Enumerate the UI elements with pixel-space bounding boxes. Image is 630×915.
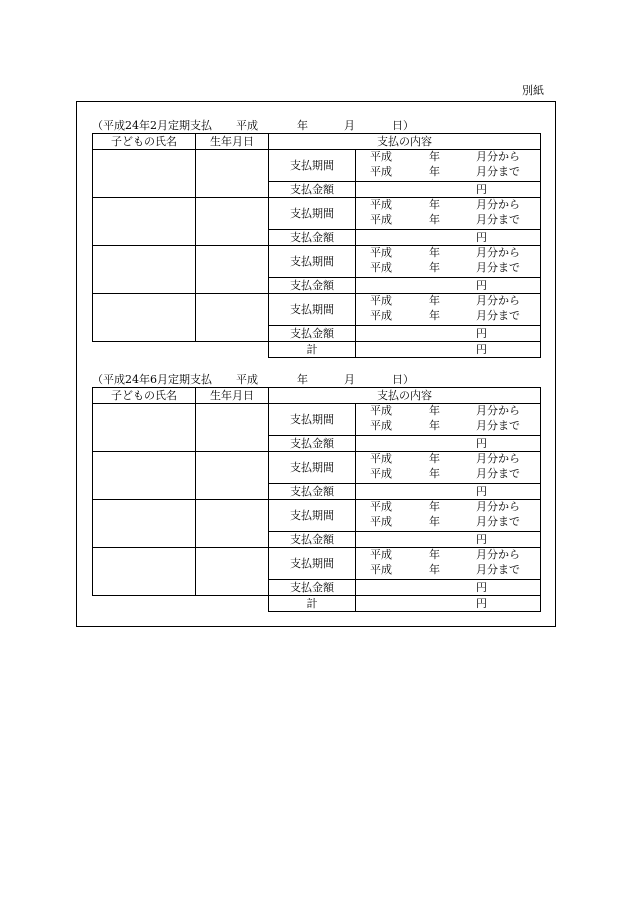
to-month-text: 月分まで <box>476 309 520 322</box>
birth-date-cell[interactable] <box>196 198 269 246</box>
from-month-text: 月分から <box>476 500 520 513</box>
payment-period-cell[interactable] <box>356 150 541 182</box>
child-name-cell[interactable] <box>93 198 196 246</box>
column-header-payment-content: 支払の内容 <box>269 134 541 150</box>
birth-date-cell[interactable] <box>196 404 269 452</box>
payment-amount-label: 支払金額 <box>269 532 356 548</box>
attachment-label: 別紙 <box>522 84 544 97</box>
payment-period-cell[interactable] <box>356 548 541 580</box>
payment-amount-cell[interactable] <box>356 278 541 294</box>
child-entry-row <box>93 150 541 182</box>
payment-period-label: 支払期間 <box>269 294 356 326</box>
child-name-cell[interactable] <box>93 150 196 198</box>
payment-amount-label: 支払金額 <box>269 230 356 246</box>
payment-period-cell[interactable] <box>356 246 541 278</box>
year-text: 年 <box>429 515 440 528</box>
year-text: 年 <box>429 419 440 432</box>
child-entry-row <box>93 452 541 484</box>
yen-text: 円 <box>476 278 487 292</box>
payment-amount-label: 支払金額 <box>269 278 356 294</box>
payment-period-cell[interactable] <box>356 294 541 326</box>
payment-amount-cell[interactable] <box>356 532 541 548</box>
era-text: 平成 <box>370 419 392 432</box>
payment-period-cell[interactable] <box>356 404 541 436</box>
payment-section-february <box>92 118 540 358</box>
yen-text: 円 <box>476 532 487 546</box>
year-text: 年 <box>429 309 440 322</box>
year-text: 年 <box>429 500 440 513</box>
table-header-row <box>93 134 541 150</box>
year-text: 年 <box>429 294 440 307</box>
birth-date-cell[interactable] <box>196 452 269 500</box>
payment-amount-label: 支払金額 <box>269 436 356 452</box>
child-entry-row <box>93 500 541 532</box>
yen-text: 円 <box>476 326 487 340</box>
payment-amount-label: 支払金額 <box>269 326 356 342</box>
era-text: 平成 <box>370 467 392 480</box>
from-month-text: 月分から <box>476 452 520 465</box>
total-amount-cell[interactable] <box>356 596 541 612</box>
era-text: 平成 <box>370 261 392 274</box>
column-header-birth-date: 生年月日 <box>196 388 269 404</box>
era-text: 平成 <box>370 548 392 561</box>
payment-period-label: 支払期間 <box>269 404 356 436</box>
payment-amount-label: 支払金額 <box>269 182 356 198</box>
child-name-cell[interactable] <box>93 452 196 500</box>
payment-period-label: 支払期間 <box>269 150 356 182</box>
total-label: 計 <box>269 342 356 358</box>
year-text: 年 <box>429 165 440 178</box>
yen-text: 円 <box>476 230 487 244</box>
payment-amount-cell[interactable] <box>356 580 541 596</box>
total-label: 計 <box>269 596 356 612</box>
yen-text: 円 <box>476 580 487 594</box>
era-text: 平成 <box>370 404 392 417</box>
payment-period-cell[interactable] <box>356 198 541 230</box>
to-month-text: 月分まで <box>476 213 520 226</box>
payment-amount-label: 支払金額 <box>269 484 356 500</box>
total-amount-cell[interactable] <box>356 342 541 358</box>
payment-amount-cell[interactable] <box>356 182 541 198</box>
year-text: 年 <box>429 198 440 211</box>
era-text: 平成 <box>370 500 392 513</box>
payment-period-label: 支払期間 <box>269 500 356 532</box>
era-text: 平成 <box>370 515 392 528</box>
year-text: 年 <box>429 404 440 417</box>
section-title-day: 日） <box>392 119 414 132</box>
total-row <box>93 596 541 612</box>
yen-text: 円 <box>476 436 487 450</box>
payment-amount-label: 支払金額 <box>269 580 356 596</box>
payment-period-label: 支払期間 <box>269 246 356 278</box>
to-month-text: 月分まで <box>476 419 520 432</box>
era-text: 平成 <box>370 309 392 322</box>
year-text: 年 <box>429 213 440 226</box>
child-name-cell[interactable] <box>93 294 196 342</box>
year-text: 年 <box>429 150 440 163</box>
yen-text: 円 <box>476 182 487 196</box>
to-month-text: 月分まで <box>476 515 520 528</box>
birth-date-cell[interactable] <box>196 500 269 548</box>
child-entry-row <box>93 548 541 580</box>
section-title-era: 平成 <box>236 373 258 386</box>
child-name-cell[interactable] <box>93 404 196 452</box>
era-text: 平成 <box>370 213 392 226</box>
child-name-cell[interactable] <box>93 500 196 548</box>
from-month-text: 月分から <box>476 404 520 417</box>
year-text: 年 <box>429 261 440 274</box>
year-text: 年 <box>429 246 440 259</box>
to-month-text: 月分まで <box>476 261 520 274</box>
payment-period-label: 支払期間 <box>269 548 356 580</box>
era-text: 平成 <box>370 452 392 465</box>
table-header-row <box>93 388 541 404</box>
column-header-birth-date: 生年月日 <box>196 134 269 150</box>
birth-date-cell[interactable] <box>196 150 269 198</box>
section-title-year: 年 <box>297 119 308 132</box>
year-text: 年 <box>429 467 440 480</box>
era-text: 平成 <box>370 563 392 576</box>
era-text: 平成 <box>370 294 392 307</box>
section-title-era: 平成 <box>236 119 258 132</box>
from-month-text: 月分から <box>476 294 520 307</box>
child-entry-row <box>93 198 541 230</box>
column-header-child-name: 子どもの氏名 <box>93 388 196 404</box>
from-month-text: 月分から <box>476 548 520 561</box>
era-text: 平成 <box>370 150 392 163</box>
from-month-text: 月分から <box>476 246 520 259</box>
section-title <box>92 118 540 133</box>
child-entry-row <box>93 294 541 326</box>
child-name-cell[interactable] <box>93 548 196 596</box>
section-title-text: （平成24年2月定期支払 <box>92 119 212 132</box>
child-entry-row <box>93 246 541 278</box>
section-title-year: 年 <box>297 373 308 386</box>
payment-period-cell[interactable] <box>356 500 541 532</box>
section-title-month: 月 <box>344 119 355 132</box>
from-month-text: 月分から <box>476 198 520 211</box>
payment-amount-cell[interactable] <box>356 326 541 342</box>
era-text: 平成 <box>370 246 392 259</box>
birth-date-cell[interactable] <box>196 548 269 596</box>
to-month-text: 月分まで <box>476 563 520 576</box>
payment-period-cell[interactable] <box>356 452 541 484</box>
section-title-month: 月 <box>344 373 355 386</box>
birth-date-cell[interactable] <box>196 246 269 294</box>
child-name-cell[interactable] <box>93 246 196 294</box>
from-month-text: 月分から <box>476 150 520 163</box>
payment-table <box>92 387 541 612</box>
payment-amount-cell[interactable] <box>356 484 541 500</box>
payment-amount-cell[interactable] <box>356 230 541 246</box>
section-title-day: 日） <box>392 373 414 386</box>
payment-period-label: 支払期間 <box>269 452 356 484</box>
year-text: 年 <box>429 548 440 561</box>
payment-period-label: 支払期間 <box>269 198 356 230</box>
yen-text: 円 <box>476 596 487 610</box>
yen-text: 円 <box>476 484 487 498</box>
era-text: 平成 <box>370 165 392 178</box>
era-text: 平成 <box>370 198 392 211</box>
yen-text: 円 <box>476 342 487 356</box>
column-header-payment-content: 支払の内容 <box>269 388 541 404</box>
column-header-child-name: 子どもの氏名 <box>93 134 196 150</box>
section-title <box>92 372 540 387</box>
payment-section-june <box>92 372 540 612</box>
payment-table <box>92 133 541 358</box>
year-text: 年 <box>429 563 440 576</box>
payment-amount-cell[interactable] <box>356 436 541 452</box>
section-title-text: （平成24年6月定期支払 <box>92 373 212 386</box>
birth-date-cell[interactable] <box>196 294 269 342</box>
child-entry-row <box>93 404 541 436</box>
total-row <box>93 342 541 358</box>
to-month-text: 月分まで <box>476 467 520 480</box>
year-text: 年 <box>429 452 440 465</box>
to-month-text: 月分まで <box>476 165 520 178</box>
